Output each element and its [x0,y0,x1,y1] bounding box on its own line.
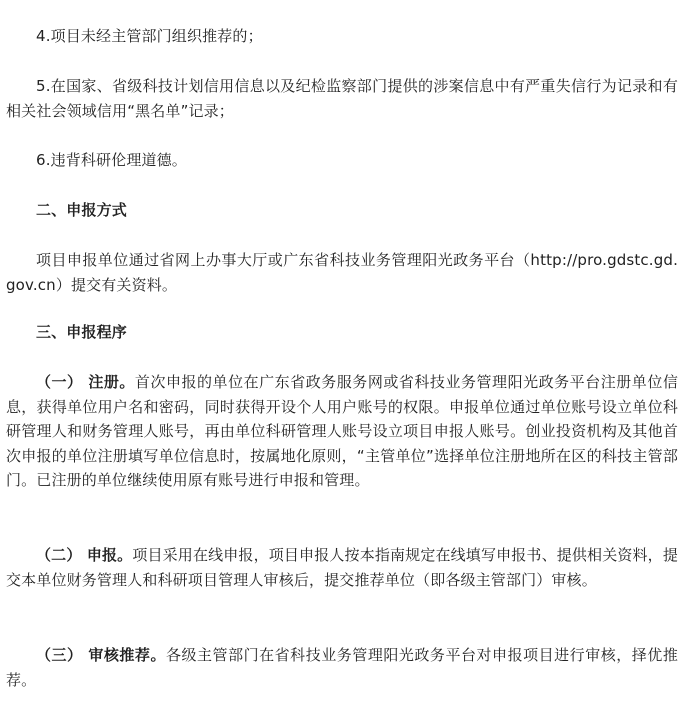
section-heading-submission-procedure [6,320,678,345]
section-heading-submission-method-text: 二、申报方式 [36,201,127,219]
criteria-item-6-text: 6.违背科研伦理道德。 [36,151,187,169]
step-review-title: （三） 审核推荐。 [36,646,166,664]
section-heading-submission-method [6,198,678,223]
step-application-title: （二） 申报。 [36,546,133,564]
step-review-body: 各级主管部门在省科技业务管理阳光政务平台对申报项目进行审核，择优推荐。 [6,646,678,689]
procedure-step-application [6,543,678,592]
criteria-item-5-text: 5.在国家、省级科技计划信用信息以及纪检监察部门提供的涉案信息中有严重失信行为记录和有相关社会领域信用“黑名单”记录； [6,77,678,120]
submission-method-text: 项目申报单位通过省网上办事大厅或广东省科技业务管理阳光政务平台（http://pro.gdstc.gd.gov.cn）提交有关资料。 [6,251,678,294]
criteria-item-4-text: 4.项目未经主管部门组织推荐的； [36,27,263,45]
criteria-item-4 [6,24,678,49]
submission-method-paragraph [6,248,678,297]
procedure-step-registration [6,370,678,493]
step-application-body: 项目采用在线申报，项目申报人按本指南规定在线填写申报书、提供相关资料，提交本单位财务管理人和科研项目管理人审核后，提交推荐单位（即各级主管部门）审核。 [6,546,678,589]
section-heading-submission-procedure-text: 三、申报程序 [36,323,127,341]
step-registration-title: （一） 注册。 [36,373,135,391]
criteria-item-6 [6,148,678,173]
procedure-step-review-recommendation [6,643,678,692]
step-registration-body: 首次申报的单位在广东省政务服务网或省科技业务管理阳光政务平台注册单位信息，获得单位用户名和密码，同时获得开设个人用户账号的权限。申报单位通过单位账号设立单位科研管理人和财务管理人账号，再由单位科研管理人账号设立项目申报人账号。创业投资机构及其他首次申报的单位注册填写单位信息时，按属地化原则，“主管单位”选择单位注册地所在区的科技主管部门。已注册的单位继续使用原有账号进行申报和管理。 [6,373,678,489]
criteria-item-5 [6,74,678,123]
